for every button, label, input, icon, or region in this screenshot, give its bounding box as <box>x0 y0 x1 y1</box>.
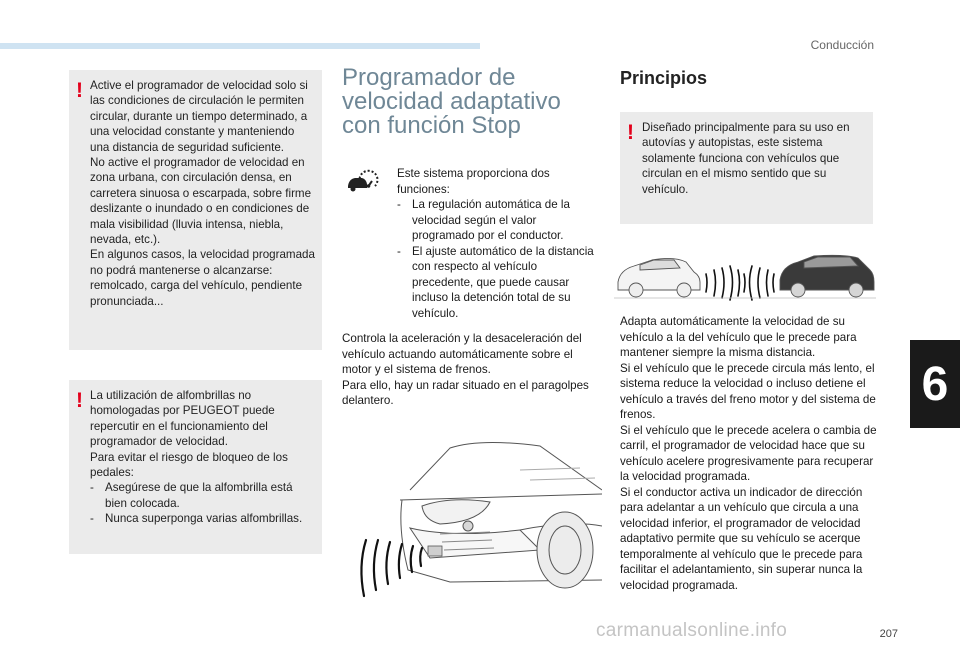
warning-exclamation-icon: ! <box>627 121 634 144</box>
top-accent-bar <box>0 43 480 49</box>
car-front-radar-illustration <box>340 430 602 600</box>
bullet-item: - El ajuste automático de la distancia con respecto al vehículo precedente, que puede causar incluso la detención total de su vehículo. <box>397 244 594 320</box>
following-distance-illustration <box>614 248 876 303</box>
warning-exclamation-icon: ! <box>76 79 83 102</box>
bullet-item: - Nunca superponga varias alfombrillas. <box>90 512 303 526</box>
principles-body <box>620 314 878 593</box>
watermark: carmanualsonline.info <box>596 620 788 641</box>
warning-text <box>90 388 316 527</box>
bullet-item: - Asegúrese de que la alfombrilla está bien colocada. <box>90 481 293 510</box>
body-paragraph: Para ello, hay un radar situado en el paragolpes delantero. <box>342 378 589 407</box>
bullet-item: - La regulación automática de la velocidad según el valor programado por el conductor. <box>397 198 570 242</box>
warning-box-floor-mats <box>69 380 322 554</box>
warning-paragraph: La utilización de alfombrillas no homologadas por PEUGEOT puede repercutir en el funcionamiento del programador de velocidad. <box>90 389 275 449</box>
body-paragraph: Si el vehículo que le precede circula más lento, el sistema reduce la velocidad o incluso detiene el vehículo a través del freno motor y del sistema de frenos. <box>620 361 876 421</box>
chapter-tab: 6 <box>910 340 960 428</box>
warning-paragraph: No active el programador de velocidad en zona urbana, con circulación densa, en carretera sinuosa o escarpada, sobre firme deslizante o inundado o en condiciones de mala visibilidad (lluvia intensa, niebla, nevada, etc.). <box>90 156 312 247</box>
warning-box-cruise-usage <box>69 70 322 350</box>
principles-title: Principios <box>620 68 708 88</box>
body-paragraph: Adapta automáticamente la velocidad de su vehículo a la del vehículo que le precede para mantener siempre la misma distancia. <box>620 315 857 359</box>
body-paragraph: Controla la aceleración y la desaceleración del vehículo actuando automáticamente sobre el motor y el sistema de frenos. <box>342 332 582 376</box>
radar-description <box>342 331 600 409</box>
body-paragraph: Si el conductor activa un indicador de dirección para adelantar a un vehículo que circula a una velocidad inferior, el programador de velocidad adaptativo permite que su vehículo se acerque temporalmente al vehículo que le precede para facilitar el adelantamiento, sin superar nunca la velocidad programada. <box>620 485 863 592</box>
section-name: Conducción <box>810 38 874 52</box>
warning-text: Diseñado principalmente para su uso en autovías y autopistas, este sistema solamente funciona con vehículos que circulan en el mismo sentido que su vehículo. <box>642 121 850 196</box>
body-paragraph: Si el vehículo que le precede acelera o cambia de carril, el programador de velocidad hace que su vehículo acelere progresivamente para recuperar la velocidad programada. <box>620 423 877 483</box>
warning-paragraph: En algunos casos, la velocidad programada no podrá mantenerse o alcanzarse: remolcado, carga del vehículo, pendiente pronunciada... <box>90 248 315 308</box>
warning-text <box>90 78 316 309</box>
warning-exclamation-icon: ! <box>76 389 83 412</box>
functions-intro <box>397 166 597 321</box>
warning-paragraph: Para evitar el riesgo de bloqueo de los pedales: <box>90 450 288 480</box>
warning-box-highway-use <box>620 112 873 224</box>
adaptive-cruise-icon <box>345 168 379 196</box>
page-number: 207 <box>879 628 898 640</box>
warning-paragraph: Active el programador de velocidad solo si las condiciones de circulación le permiten circular, durante un tiempo determinado, a una velocidad constante y manteniendo una distancia de seguridad suficiente. <box>90 79 308 154</box>
intro-paragraph: Este sistema proporciona dos funciones: <box>397 167 550 196</box>
section-title: Programador de velocidad adaptativo con función Stop <box>342 64 561 139</box>
